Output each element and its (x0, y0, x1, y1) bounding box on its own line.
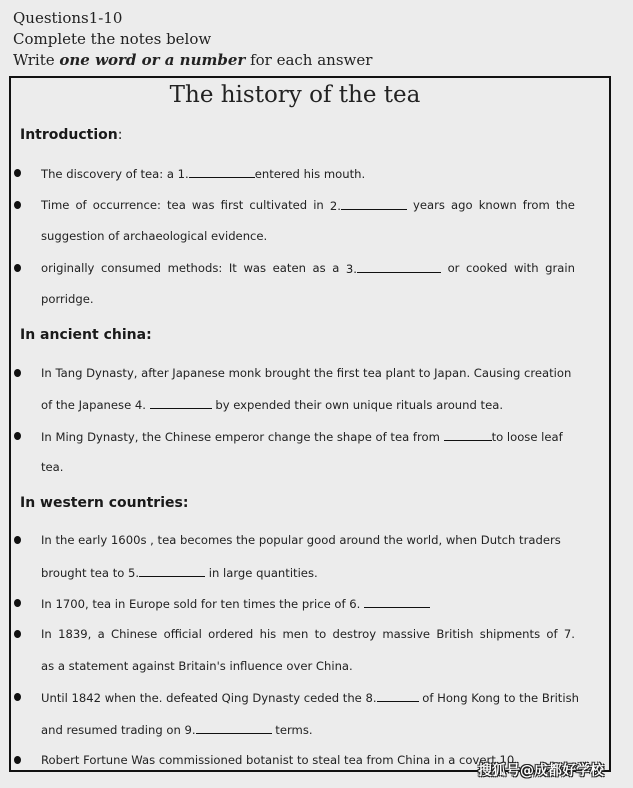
note-word: 2. (329, 199, 341, 213)
bullet-icon (14, 201, 21, 209)
note-text: entered his mouth. (254, 167, 366, 181)
note-word: grain (545, 261, 575, 275)
note-text: brought tea to 5. (41, 566, 140, 580)
note-word: Chinese (110, 627, 158, 641)
note-word-with-blank (346, 260, 441, 277)
answer-blank-shape[interactable] (444, 428, 492, 441)
note-word: years (413, 198, 445, 212)
answer-blank-5[interactable] (139, 564, 205, 577)
note-item-9 (41, 689, 579, 706)
section-heading-introduction (20, 127, 122, 143)
watermark: 搜狐号@成都好学校 (478, 763, 604, 779)
note-item-4-cont (41, 396, 575, 413)
note-word: tea (167, 198, 186, 212)
bullet-icon (14, 599, 21, 607)
note-word: his (259, 627, 277, 641)
answer-blank-6[interactable] (364, 595, 430, 608)
note-word: shipments (479, 627, 541, 641)
instruction-complete: Complete the notes below (13, 30, 212, 48)
note-word: a (332, 261, 340, 275)
bullet-icon (14, 369, 21, 377)
notes-box (9, 76, 611, 772)
note-word: occurrence: (92, 198, 161, 212)
note-word: British (436, 627, 474, 641)
note-item-5 (41, 428, 575, 445)
note-word: of (546, 627, 558, 641)
note-word: 1839, (58, 627, 92, 641)
note-text: of the Japanese 4. (41, 398, 150, 412)
note-word: of (75, 198, 87, 212)
answer-blank-2[interactable] (341, 197, 407, 210)
note-word: was (191, 198, 215, 212)
note-word: men (282, 627, 309, 641)
note-text: In Ming Dynasty, the Chinese emperor change the shape of tea from (41, 430, 444, 444)
note-word: cooked (466, 261, 508, 275)
note-item-8 (41, 626, 575, 642)
note-item-9-cont (41, 721, 575, 738)
note-text: to loose leaf (491, 430, 563, 444)
note-word: Time (41, 198, 70, 212)
note-word: first (220, 198, 244, 212)
note-item-3-cont: porridge. (41, 292, 94, 306)
section-heading-western-countries: In western countries: (20, 495, 189, 511)
answer-blank-9[interactable] (196, 721, 272, 734)
note-word: to (314, 627, 327, 641)
note-word: cultivated (249, 198, 308, 212)
note-word: was (243, 261, 267, 275)
note-word-with-blank (330, 197, 407, 214)
note-item-6-cont (41, 564, 575, 581)
note-text: by expended their own unique rituals around tea. (211, 398, 504, 412)
note-text: The discovery of tea: a 1. (41, 167, 189, 181)
note-word: 3. (345, 262, 357, 276)
note-text: in large quantities. (205, 566, 318, 580)
note-word: methods: (167, 261, 223, 275)
note-text: of Hong Kong to the British (418, 691, 579, 705)
note-word: eaten (272, 261, 306, 275)
note-word: It (228, 261, 237, 275)
bullet-icon (14, 693, 21, 701)
note-word: destroy (332, 627, 377, 641)
note-item-2-cont: suggestion of archaeological evidence. (41, 229, 268, 243)
note-text: and resumed trading on 9. (41, 723, 196, 737)
note-word: consumed (101, 261, 161, 275)
section-heading-colon: : (117, 127, 123, 143)
section-heading-ancient-china: In ancient china: (20, 327, 152, 343)
answer-blank-1[interactable] (189, 165, 255, 178)
note-word: ordered (208, 627, 254, 641)
note-item-10: Robert Fortune Was commissioned botanist to steal tea from China in a covert 10 (41, 753, 515, 767)
note-item-7 (41, 595, 575, 612)
answer-blank-8[interactable] (377, 689, 419, 702)
note-item-5-cont: tea. (41, 460, 64, 474)
instruction-write-pre: Write (13, 51, 60, 69)
note-word: 7. (563, 627, 575, 641)
note-word: from (522, 198, 550, 212)
note-word: massive (382, 627, 431, 641)
note-word: In (41, 627, 52, 641)
bullet-icon (14, 756, 21, 764)
answer-blank-3[interactable] (357, 260, 441, 273)
note-word: the (555, 198, 575, 212)
bullet-icon (14, 169, 21, 177)
note-item-1 (41, 165, 575, 182)
note-item-3 (41, 260, 575, 277)
note-item-8-cont: as a statement against Britain's influence over China. (41, 659, 353, 673)
note-word: official (163, 627, 202, 641)
instruction-write-bold: one word or a number (59, 51, 246, 69)
note-word: as (312, 261, 326, 275)
note-word: originally (41, 261, 95, 275)
bullet-icon (14, 536, 21, 544)
note-item-2 (41, 197, 575, 214)
note-word: ago (451, 198, 473, 212)
instruction-questions: Questions1-10 (13, 9, 123, 27)
answer-blank-4[interactable] (150, 396, 212, 409)
note-text: terms. (271, 723, 313, 737)
note-word: or (447, 261, 460, 275)
section-heading-text: Introduction (20, 127, 118, 143)
instruction-write-post: for each answer (245, 51, 373, 69)
notes-title: The history of the tea (169, 82, 421, 108)
note-word: a (97, 627, 105, 641)
note-item-6: In the early 1600s , tea becomes the popular good around the world, when Dutch traders (41, 533, 561, 547)
bullet-icon (14, 264, 21, 272)
note-word: known (478, 198, 517, 212)
note-word: in (313, 198, 324, 212)
note-item-4: In Tang Dynasty, after Japanese monk brought the first tea plant to Japan. Causing creation (41, 366, 572, 380)
bullet-icon (14, 630, 21, 638)
bullet-icon (14, 432, 21, 440)
note-word: with (513, 261, 539, 275)
note-text: In 1700, tea in Europe sold for ten times the price of 6. (41, 597, 365, 611)
note-text: Until 1842 when the. defeated Qing Dynasty ceded the 8. (41, 691, 377, 705)
instruction-write (13, 51, 372, 69)
